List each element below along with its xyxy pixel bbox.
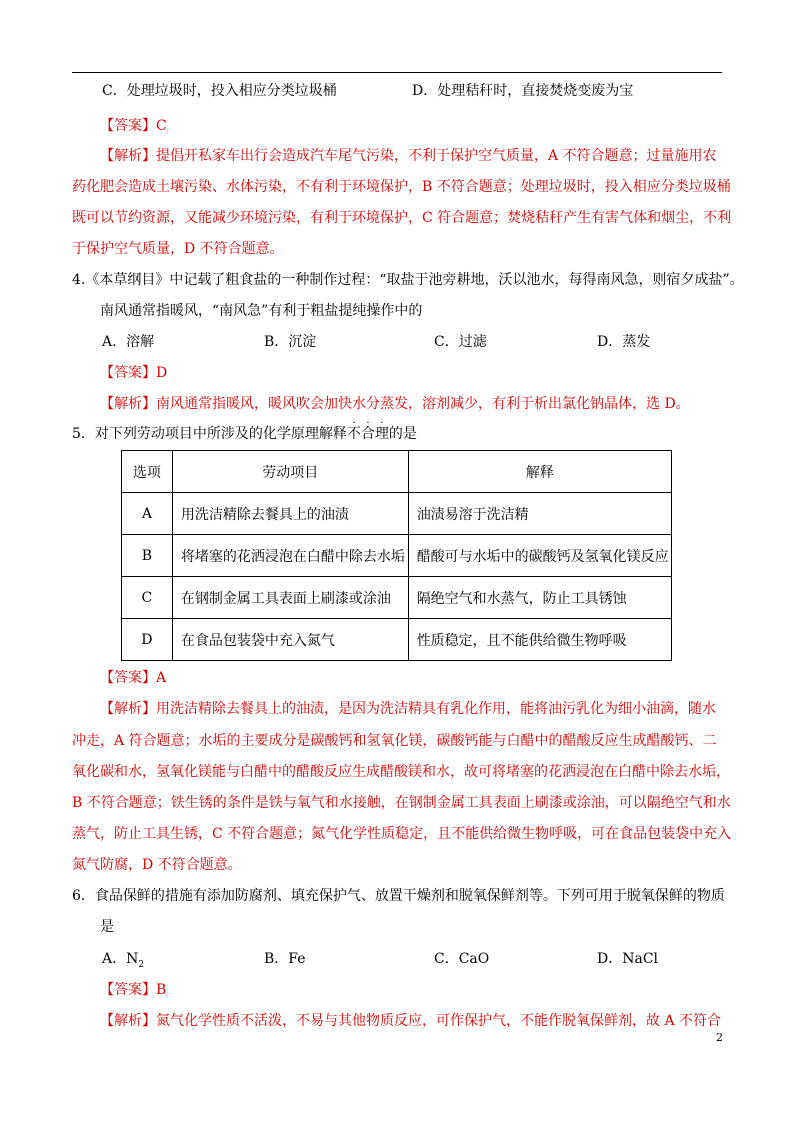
q4-stem-cont: 南风通常指暖风，“南风急”有利于粗盐提纯操作中的 <box>100 303 423 319</box>
row-option: B <box>122 535 173 577</box>
q5-analysis-line: 氮气防腐，D 不符合题意。 <box>72 857 242 873</box>
q6-option-d: D．NaCl <box>597 951 659 967</box>
row-project: 在食品包装袋中充入氮气 <box>172 619 408 661</box>
page-number: 2 <box>716 1031 723 1044</box>
emphasis-dot: · <box>352 418 356 429</box>
row-explanation: 油渍易溶于洗洁精 <box>408 493 671 535</box>
q4-answer: 【答案】D <box>100 365 168 381</box>
row-explanation: 性质稳定，且不能供给微生物呼吸 <box>408 619 671 661</box>
q3-answer: 【答案】C <box>100 118 167 134</box>
q5-emphasis-text: 合 <box>360 426 375 442</box>
q5-emphasis-text: 理 <box>374 426 389 442</box>
q4-stem: 4.《本草纲目》中记载了粗食盐的一种制作过程：“取盐于池旁耕地，沃以池水，每得南风急，则宿夕成盐”。 <box>72 272 744 288</box>
row-project: 将堵塞的花洒浸泡在白醋中除去水垢 <box>172 535 408 577</box>
header-explanation: 解释 <box>408 451 671 493</box>
q6-option-c: C．CaO <box>434 951 490 967</box>
row-project: 在钢制金属工具表面上刷漆或涂油 <box>172 577 408 619</box>
q4-option-d: D．蒸发 <box>597 334 651 350</box>
q5-analysis-line: 蒸气，防止工具生锈，C 不符合题意；氮气化学性质稳定，且不能供给微生物呼吸，可在食品包装袋中充入 <box>72 826 732 842</box>
q3-analysis-line: 药化肥会造成土壤污染、水体污染，不有利于环境保护，B 不符合题意；处理垃圾时，投入相应分类垃圾桶 <box>72 179 731 195</box>
row-explanation: 醋酸可与水垢中的碳酸钙及氢氧化镁反应 <box>408 535 671 577</box>
q5-analysis-line: 氧化碳和水，氢氧化镁能与白醋中的醋酸反应生成醋酸镁和水，故可将堵塞的花洒浸泡在白醋中除去水垢， <box>72 764 730 780</box>
q4-analysis: 【解析】南风通常指暖风，暖风吹会加快水分蒸发，溶剂减少，有利于析出氯化钠晶体，选 D。 <box>100 396 690 412</box>
emphasis-dot: · <box>380 418 384 429</box>
row-option: C <box>122 577 173 619</box>
q4-option-b: B．沉淀 <box>264 334 317 350</box>
q5-analysis-line: 冲走，A 符合题意；水垢的主要成分是碳酸钙和氢氧化镁，碳酸钙能与白醋中的醋酸反应生成醋酸钙、二 <box>72 733 717 749</box>
q4-option-a: A．溶解 <box>102 334 155 350</box>
row-option: A <box>122 493 173 535</box>
q3-analysis-line: 既可以节约资源，又能减少环境污染，有利于环境保护，C 符合题意；焚烧秸秆产生有害气体和烟尘，不利 <box>72 210 732 226</box>
q4-option-c: C．过滤 <box>434 334 487 350</box>
q6-option-a-subscript: 2 <box>138 959 145 970</box>
q6-option-a-text: A．N <box>102 951 139 967</box>
row-project: 用洗洁精除去餐具上的油渍 <box>172 493 408 535</box>
table-row <box>122 577 672 619</box>
q5-stem <box>72 418 417 443</box>
q6-stem-cont: 是 <box>100 919 114 935</box>
q5-answer: 【答案】A <box>100 670 167 686</box>
q5-stem-suffix: 的是 <box>388 426 417 442</box>
q6-stem: 6．食品保鲜的措施有添加防腐剂、填充保护气、放置干燥剂和脱氧保鲜剂等。下列可用于脱氧保鲜的物质 <box>72 888 725 904</box>
header-rule <box>72 72 722 73</box>
row-option: D <box>122 619 173 661</box>
q5-emphasis-char <box>374 418 389 442</box>
table-row <box>122 619 672 661</box>
table-header-row <box>122 451 672 493</box>
header-project: 劳动项目 <box>172 451 408 493</box>
header-option: 选项 <box>122 451 173 493</box>
q6-option-a <box>102 950 144 974</box>
q5-stem-prefix: 5．对下列劳动项目中所涉及的化学原理解释 <box>72 426 347 442</box>
emphasis-dot: · <box>366 418 370 429</box>
q3-analysis-line: 于保护空气质量，D 不符合题意。 <box>72 241 284 257</box>
q5-emphasis-char <box>360 418 375 442</box>
q3-option-d: D．处理秸秆时，直接焚烧变废为宝 <box>412 83 634 99</box>
labor-table <box>121 450 672 661</box>
q6-analysis: 【解析】氮气化学性质不活泼，不易与其他物质反应，可作保护气，不能作脱氧保鲜剂，故 A 不符合 <box>100 1013 722 1029</box>
table-row <box>122 535 672 577</box>
q6-answer: 【答案】B <box>100 982 167 998</box>
table-row <box>122 493 672 535</box>
row-explanation: 隔绝空气和水蒸气，防止工具锈蚀 <box>408 577 671 619</box>
q6-option-b: B．Fe <box>264 951 306 967</box>
q5-analysis-line: B 不符合题意；铁生锈的条件是铁与氧气和水接触，在钢制金属工具表面上刷漆或涂油，可以隔绝空气和水 <box>72 795 731 811</box>
q5-analysis-line: 【解析】用洗洁精除去餐具上的油渍，是因为洗洁精具有乳化作用，能将油污乳化为细小油滴，随水 <box>100 701 716 717</box>
q3-analysis-line: 【解析】提倡开私家车出行会造成汽车尾气污染，不利于保护空气质量，A 不符合题意；过量施用农 <box>100 148 717 164</box>
q3-option-c: C．处理垃圾时，投入相应分类垃圾桶 <box>102 83 337 99</box>
q5-emphasis-char <box>346 418 361 442</box>
q5-emphasis-text: 不 <box>346 426 361 442</box>
